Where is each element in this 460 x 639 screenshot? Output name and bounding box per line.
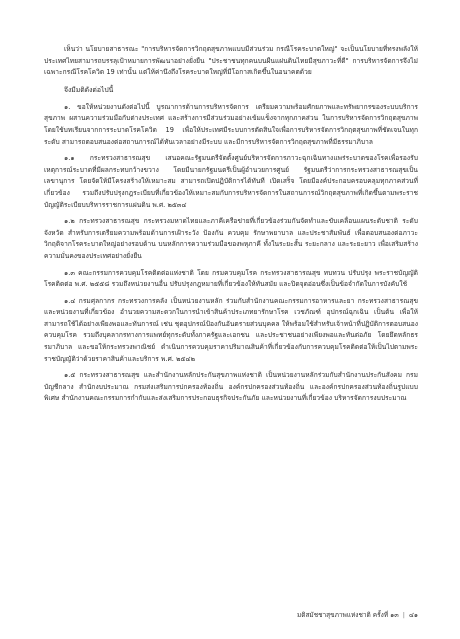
resolution-item: ๑.๔ กรมศุลกากร กระทรวงการคลัง เป็นหน่วยงานหลัก ร่วมกับสำนักงานคณะกรรมการอาหารและยา กระทรวงสาธารณสุข และหน่วยงานที่เกี่ยวข้อง อำนวยความสะดวกในการนำเข้าสินค้าประเภทยารักษาโรค เวชภัณฑ์ อุปกรณ์ฉุกเฉิน เป็นต้น เพื่อให้สามารถใช้ได้อย่างเพียงพอและทันการณ์ เช่น ชุดอุปกรณ์ป้องกันอันตรายส่วนบุคคล ให้พร้อมใช้สำหรับเจ้าหน้าที่ปฏิบัติการตอบสนองควบคุมโรค รวมถึงบุคลากรทางการแพทย์ทุกระดับทั้งภาครัฐและเอกชน และประชาชนอย่างเพียงพอและทันต่อภัย โดยยึดหลักธรรมาภิบาล และขอให้กระทรวงพาณิชย์ ดำเนินการควบคุมราคาปริมาณสินค้าที่เกี่ยวข้องกับการควบคุมโรคติดต่อให้เป็นไปตามพระราชบัญญัติว่าด้วยราคาสินค้าและบริการ พ.ศ. ๒๕๔๒ xyxy=(44,296,418,363)
publication-title: มติสมัชชาสุขภาพแห่งชาติ ครั้งที่ ๑๓ xyxy=(296,611,399,619)
page-number: ๔๑ xyxy=(408,611,418,619)
document-body xyxy=(44,44,418,410)
resolution-item: ๑.๑ กระทรวงสาธารณสุข เสนอคณะรัฐมนตรีจัดตั้งศูนย์บริหารจัดการภาวะฉุกเฉินทางแพร่ระบาดของโรคเพื่อรองรับเหตุการณ์ระบาดที่มีผลกระทบกว้างขวาง โดยมีนายกรัฐมนตรีเป็นผู้อำนวยการศูนย์ รัฐมนตรีว่าการกระทรวงสาธารณสุขเป็นเลขานุการ โดยจัดให้มีโครงสร้างให้เหมาะสม สามารถเปิดปฏิบัติการได้ทันที เปิดเสร็จ โดยมีองค์ประกอบครอบคลุมทุกภาคส่วนที่เกี่ยวข้อง รวมถึงปรับปรุงกฎระเบียบที่เกี่ยวข้องให้เหมาะสมกับการบริหารจัดการในสถานการณ์วิกฤตสุขภาพที่เกิดขึ้นตามพระราชบัญญัติระเบียบบริหารราชการแผ่นดิน พ.ศ. ๒๕๓๔ xyxy=(44,154,418,209)
resolution-item: ๑.๕ กระทรวงสาธารณสุข และสำนักงานหลักประกันสุขภาพแห่งชาติ เป็นหน่วยงานหลักร่วมกับสำนักงานประกันสังคม กรมบัญชีกลาง สำนักงบประมาณ กรมส่งเสริมการปกครองท้องถิ่น องค์กรปกครองส่วนท้องถิ่น และองค์กรปกครองส่วนท้องถิ่นรูปแบบพิเศษ สำนักงานคณะกรรมการกำกับและส่งเสริมการประกอบธุรกิจประกันภัย และหน่วยงานที่เกี่ยวข้อง บริหารจัดการงบประมาณ xyxy=(44,371,418,403)
resolution-item: ๑. ขอให้หน่วยงานดังต่อไปนี้ บูรณาการด้านการบริหารจัดการ เตรียมความพร้อมศักยภาพและทรัพยากรของระบบบริการสุขภาพ ผสานความร่วมมือกับต่างประเทศ และสร้างการมีส่วนร่วมอย่างเข้มแข็งจากทุกภาคส่วน ในการบริหารจัดการวิกฤตสุขภาพ โดยใช้บทเรียนจากการระบาดโรคโควิด 19 เพื่อให้ประเทศมีระบบการตัดสินใจเพื่อการบริหารจัดการวิกฤตสุขภาพที่ชัดเจนในทุกระดับ สามารถตอบสนองต่อสถานการณ์ได้ทันเวลาอย่างมีระบบ และมีการบริหารจัดการวิกฤตสุขภาพที่มีธรรมาภิบาล xyxy=(44,102,418,146)
page-footer xyxy=(44,610,418,620)
footer-separator: | xyxy=(402,611,405,619)
resolution-item: ๑.๓ คณะกรรมการควบคุมโรคติดต่อแห่งชาติ โดย กรมควบคุมโรค กระทรวงสาธารณสุข ทบทวน ปรับปรุง พระราชบัญญัติโรคติดต่อ พ.ศ. ๒๕๕๘ รวมถึงหน่วยงานอื่น ปรับปรุงกฎหมายที่เกี่ยวข้องให้ทันสมัย และปิดจุดอ่อนซึ่งเป็นข้อจำกัดในการบังคับใช้ xyxy=(44,268,418,289)
resolution-heading: จึงมีมติดังต่อไปนี้ xyxy=(64,85,114,94)
intro-paragraph: เห็นว่า นโยบายสาธารณะ "การบริหารจัดการวิกฤตสุขภาพแบบมีส่วนร่วม กรณีโรคระบาดใหญ่" จะเป็นนโยบายที่ทรงพลังให้ประเทศไทยสามารถบรรลุเป้าหมายการพัฒนาอย่างยั่งยืน "ประชาชนทุกคนบนผืนแผ่นดินไทยมีสุขภาวะที่ดี" การบริหารจัดการจึงไม่เฉพาะกรณีโรคโควิด 19 เท่านั้น แต่ให้ค่านึงถึงโรคระบาดใหญ่ที่มีโอกาสเกิดขึ้นในอนาคตด้วย xyxy=(44,45,418,77)
resolution-item: ๑.๒ กระทรวงสาธารณสุข กระทรวงมหาดไทยและภาคีเครือข่ายที่เกี่ยวข้องร่วมกันจัดทำและขับเคลื่อนแผนระดับชาติ ระดับจังหวัด สำหรับการเตรียมความพร้อมด้านการเฝ้าระวัง ป้องกัน ควบคุม รักษาพยาบาล และประชาสัมพันธ์ เพื่อตอบสนองต่อภาวะวิกฤติจากโรคระบาดใหญ่อย่างรอบด้าน บนหลักการความร่วมมือของพหุภาคี ทั้งในระยะสั้น ระยะกลาง และระยะยาว เพื่อเสริมสร้างความมั่นคงของประเทศอย่างยั่งยืน xyxy=(44,217,418,260)
